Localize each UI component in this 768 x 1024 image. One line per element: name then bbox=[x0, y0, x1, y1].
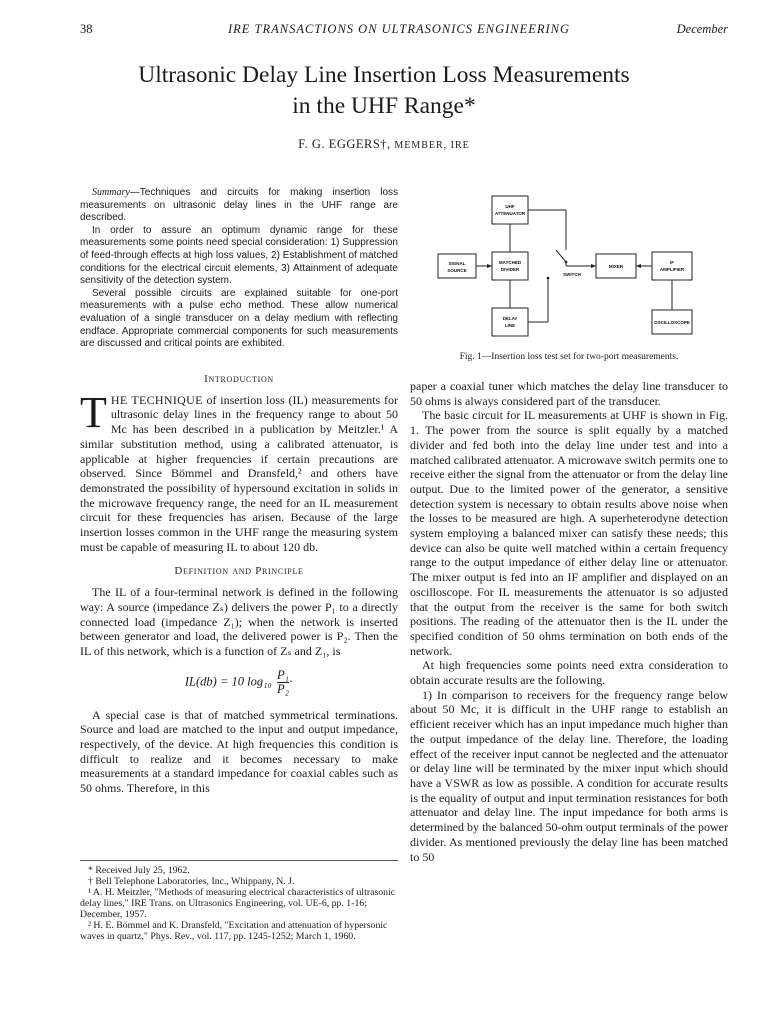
right-paragraph-3: At high frequencies some points need extra consideration to obtain accurate results are the following. bbox=[410, 658, 728, 688]
uhf-attenuator-block bbox=[492, 196, 528, 224]
uhf-attenuator-label-1: UHF bbox=[505, 204, 515, 209]
switch-label: SWITCH bbox=[563, 272, 581, 277]
matched-divider-block bbox=[492, 252, 528, 280]
definition-paragraph-2: A special case is that of matched symmetrical terminations. Source and load are matched to the input and output impedance, respectively, of the device. At high frequencies this condition is difficult to realize and it becomes necessary to make measurements at a standard impedance for coaxial cables such as 50 ohms. Therefore, in this bbox=[80, 707, 398, 796]
paper-title bbox=[60, 60, 708, 122]
footnote-received: * Received July 25, 1962. bbox=[88, 865, 190, 876]
author-name: F. G. EGGERS†, bbox=[298, 137, 391, 151]
intro-lead: HE TECHNIQUE bbox=[110, 392, 203, 407]
summary bbox=[80, 187, 398, 351]
author-membership: MEMBER, IRE bbox=[394, 140, 470, 151]
page-number: 38 bbox=[80, 22, 93, 36]
title-line-2: in the UHF Range* bbox=[292, 93, 476, 119]
delay-line-block bbox=[492, 308, 528, 336]
matched-divider-label-1: MATCHED bbox=[498, 260, 522, 265]
definition-heading: Definition and Principle bbox=[174, 565, 304, 578]
journal-name: IRE TRANSACTIONS ON ULTRASONICS ENGINEERING bbox=[227, 22, 571, 36]
signal-source-label-1: SIGNAL bbox=[448, 261, 466, 266]
footnote-ref-2: ² H. E. Bömmel and K. Dransfeld, "Excitation and attenuation of hypersonic waves in quartz," Phys. Rev., vol. 117, pp. 1245-1252; March 1, 1960. bbox=[80, 920, 388, 942]
introduction-paragraph: THE TECHNIQUE of insertion loss (IL) measurements for ultrasonic delay lines in the frequency range to about 50 Mc has been described in a publication by Meitzler.¹ A similar substitution method, using a calibrated attenuator, is applicable at higher frequencies if certain precautions are observed. Since Bömmel and Dransfeld,² and others have demonstrated the possibility of hypersound excitation in solids in the microwave frequency range, the need for an IL measurement circuit for these frequencies has arisen. Because of the large insertion losses common in the UHF range the measuring system must be capable of measuring IL to about 120 db. bbox=[80, 387, 398, 554]
footnotes bbox=[80, 860, 398, 942]
definition-paragraph-1: The IL of a four-terminal network is defined in the following way: A source (impedance Zₛ) delivers the power P₁ to a directly connected load (impedance Z₁); when the network is inserted between generator and load, the delivered power is P₂. Then the IL of this network, which is a function of Zₛ and Z₁, is bbox=[80, 585, 398, 658]
if-amplifier-label-1: IF bbox=[670, 260, 674, 265]
uhf-attenuator-label-2: ATTENUATOR bbox=[494, 211, 526, 216]
matched-divider-label-2: DIVIDER bbox=[500, 267, 520, 272]
footnote-ref-1: ¹ A. H. Meitzler, "Methods of measuring electrical characteristics of ultrasonic delay lines," IRE Trans. on Ultrasonics Engineering, vol. UE-6, pp. 1-16; December, 1957. bbox=[80, 887, 396, 920]
insertion-loss-equation: IL(db) = 10 log₁₀ $\frac{\text{P₁}}{\text{P₂}}$ · bbox=[184, 667, 294, 696]
delay-line-label-2: LINE bbox=[504, 323, 516, 328]
summary-p1: Summary—Techniques and circuits for making insertion loss measurements on ultrasonic delay lines in the UHF range are described. bbox=[80, 187, 398, 224]
switch-arm bbox=[556, 250, 566, 262]
summary-p2: In order to assure an optimum dynamic range for these measurements some points need special consideration: 1) Suppression of feed-through effects at high loss values, 2) Establishment of matched conditions for the electrical circuit elements, 3) Attainment of adequate sensitivity of the detection system. bbox=[80, 224, 398, 287]
oscilloscope-label: OSCILLOSCOPE bbox=[654, 320, 690, 325]
author-line bbox=[60, 137, 708, 152]
if-amplifier-label-2: AMPLIFIER bbox=[659, 267, 685, 272]
right-paragraph-4: 1) In comparison to receivers for the frequency range below about 50 Mc, it is difficult in the UHF range to establish an efficient receiver which has an input impedance much higher than the output impedance of the delay line. Therefore, the loading effect of the receiver input cannot be neglected and the attenuator or delay line will be terminated by the mixer input which should have a VSWR as low as possible. A condition for accurate results is the equality of output and input termination resistances for both attenuator and delay line. The input impedance for both arms is determined by the balanced 50-ohm output terminals of the power divider. As mentioned previously the delay line has been matched to 50 bbox=[410, 687, 728, 864]
footnote-affiliation: † Bell Telephone Laboratories, Inc., Whippany, N. J. bbox=[88, 876, 295, 887]
signal-source-block bbox=[438, 254, 476, 278]
if-amplifier-block bbox=[652, 252, 692, 280]
running-header bbox=[70, 22, 728, 40]
right-paragraph-1: paper a coaxial tuner which matches the delay line transducer to 50 ohms is always considered part of the transducer. bbox=[410, 379, 728, 408]
figure-caption: Fig. 1—Insertion loss test set for two-port measurements. bbox=[459, 352, 679, 362]
summary-label: Summary bbox=[92, 187, 130, 198]
issue-month: December bbox=[676, 22, 728, 36]
summary-p3: Several possible circuits are explained suitable for one-port measurements with a pulse echo method. These allow numerical evaluation of a single transducer on a delay medium with reflecting endface. Appropriate commercial components for such measurements are discussed and critical points are exhibited. bbox=[80, 287, 398, 350]
right-paragraph-2: The basic circuit for IL measurements at UHF is shown in Fig. 1. The power from the source is split equally by a matched divider and fed both into the delay line under test and into a matched calibrated attenuator. A microwave switch permits one to receive either the signal from the attenuator or from the delay line output. Due to the limited power of the generator, a sensitive detection system is necessary to obtain results above noise when the losses to be measured are high. A superheterodyne detection system employing a balanced mixer can satisfy these needs; this device can also be quite well matched within a certain frequency range to the output impedance of either delay line or attenuator. The mixer output is fed into an IF amplifier and displayed on an oscilloscope. For IL measurements the attenuator is so adjusted that the output from the receiver is the same for both switch positions. The reading of the attenuator then is the IL under the specified condition of 50 ohms termination on both ends of the network. bbox=[410, 408, 728, 658]
delay-line-label-1: DELAY bbox=[502, 316, 518, 321]
mixer-label: MIXER bbox=[608, 264, 624, 269]
title-line-1: Ultrasonic Delay Line Insertion Loss Measurements bbox=[138, 62, 630, 88]
block-diagram bbox=[420, 190, 720, 352]
right-column bbox=[410, 379, 728, 864]
drop-cap: T bbox=[80, 387, 107, 437]
introduction-heading: Introduction bbox=[204, 373, 274, 385]
signal-source-label-2: SOURCE bbox=[447, 268, 467, 273]
figure-1 bbox=[420, 190, 720, 352]
left-column bbox=[80, 372, 398, 796]
